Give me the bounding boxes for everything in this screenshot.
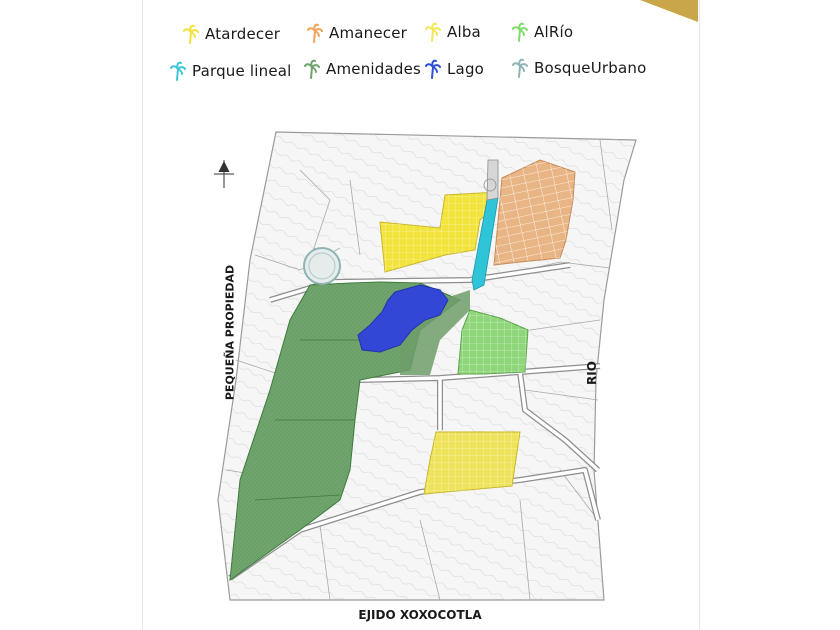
left-boundary-label: PEQUEÑA PROPIEDAD <box>223 264 237 401</box>
north-arrow-icon <box>214 160 234 188</box>
legend-label: AlRío <box>534 23 574 41</box>
legend-label: Amanecer <box>329 24 408 42</box>
legend-label: Alba <box>447 23 481 41</box>
bottom-boundary-label: EJIDO XOXOCOTLA <box>358 608 482 622</box>
right-boundary-label: RIO <box>585 361 599 385</box>
legend-label: Amenidades <box>326 60 422 78</box>
legend-label: Lago <box>447 60 485 78</box>
legend-label: BosqueUrbano <box>534 59 647 77</box>
legend-label: Atardecer <box>205 25 281 43</box>
legend-label: Parque lineal <box>192 62 292 80</box>
